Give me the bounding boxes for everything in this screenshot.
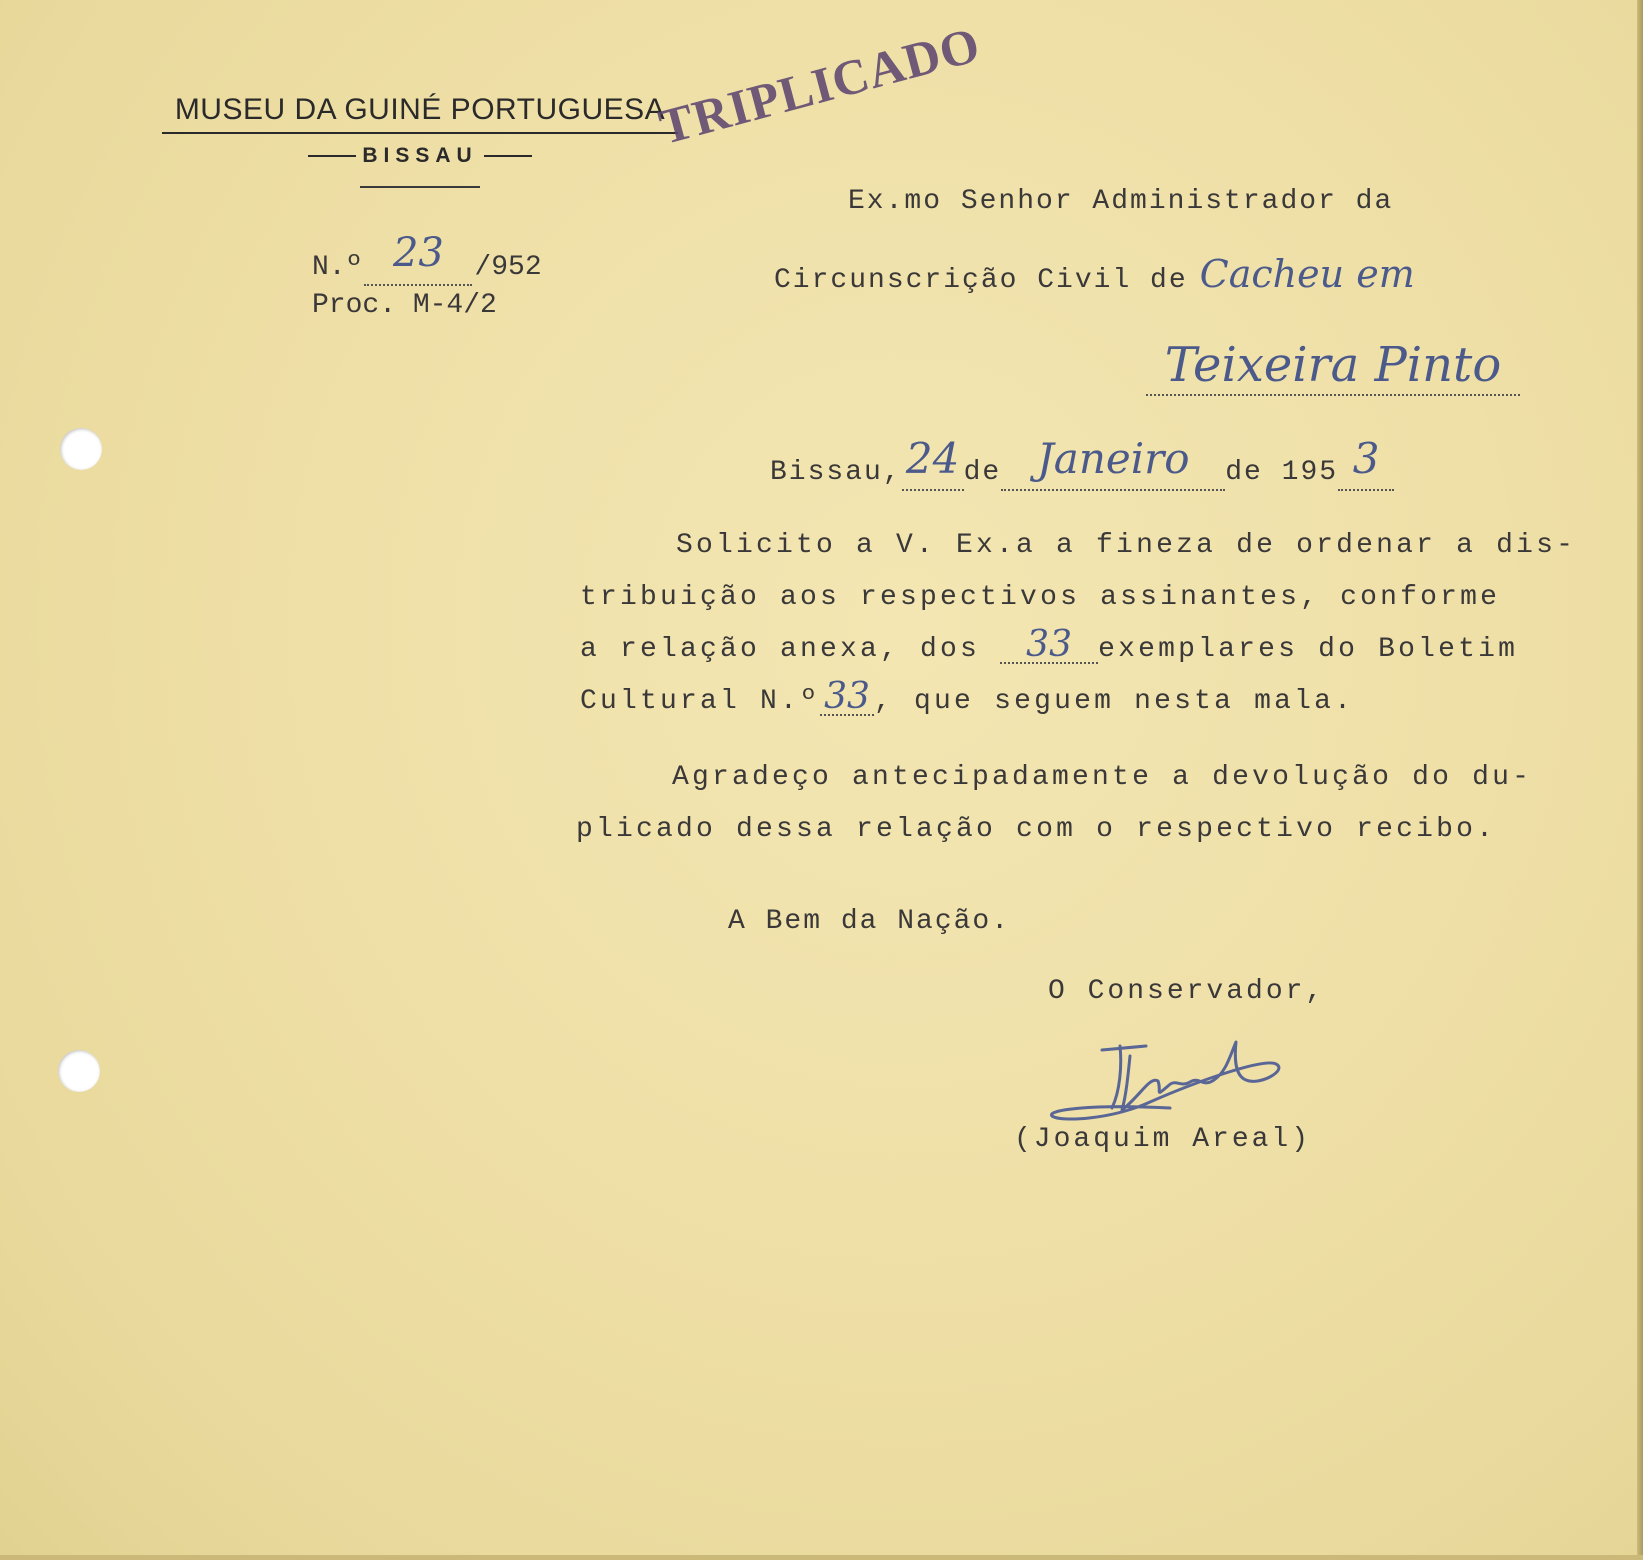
closing-salutation: A Bem da Nação. (728, 906, 1011, 937)
date-place: Bissau, (770, 457, 902, 488)
signature-stroke (1051, 1042, 1278, 1119)
date-year-handwritten: 3 (1352, 434, 1380, 483)
punch-hole-top (60, 428, 102, 470)
addressee-line-2 (774, 252, 1415, 296)
copies-handwritten: 33 (1000, 628, 1098, 664)
date-line (770, 434, 1394, 491)
body-line-2: tribuição aos respectivos assinantes, conforme (580, 582, 1501, 613)
addressee-line-1: Ex.mo Senhor Administrador da (848, 186, 1394, 217)
process-reference: Proc. M-4/2 (312, 290, 497, 321)
letterhead-institution: MUSEU DA GUINÉ PORTUGUESA (162, 90, 678, 134)
addressee-line-2-handwritten: Cacheu em (1199, 252, 1415, 296)
addressee-line-3-handwritten: Teixeira Pinto (1146, 336, 1520, 396)
bulletin-number-handwritten: 33 (820, 680, 874, 716)
addressee-line-2-typed: Circunscrição Civil de (774, 265, 1188, 296)
paragraph-2-line-1: Agradeço antecipadamente a devolução do du- (672, 762, 1533, 793)
body-line-4-end: , que seguem nesta mala. (874, 686, 1355, 717)
date-month-handwritten: Janeiro (1036, 434, 1190, 483)
reference-prefix: N.º (312, 252, 363, 283)
body-line-4-start: Cultural N.º (580, 686, 821, 717)
triplicado-stamp: TRIPLICADO (653, 15, 986, 156)
date-de-2: de 195 (1225, 457, 1339, 488)
body-line-3-end: exemplares do Boletim (1098, 634, 1519, 665)
date-day-handwritten: 24 (905, 434, 960, 483)
reference-number-handwritten: 23 (392, 230, 444, 276)
letterhead-rule (360, 186, 480, 188)
paper-edge-right (1637, 0, 1643, 1560)
letterhead (162, 90, 678, 168)
reference-number (312, 230, 542, 286)
letterhead-city-text: BISSAU (362, 144, 478, 167)
body-line-1: Solicito a V. Ex.a a fineza de ordenar a dis- (676, 530, 1577, 561)
reference-number-fill (364, 230, 472, 286)
letterhead-city (162, 144, 678, 168)
date-day-fill (902, 434, 964, 491)
paragraph-2-line-2: plicado dessa relação com o respectivo recibo. (576, 814, 1497, 845)
reference-year: /952 (474, 252, 542, 283)
city-dash-left (308, 155, 356, 157)
date-year-fill (1338, 434, 1394, 491)
date-de-1: de (963, 457, 1002, 488)
body-line-3 (580, 624, 1520, 676)
punch-hole-bottom (58, 1050, 100, 1092)
signatory-title: O Conservador, (1048, 976, 1326, 1007)
city-dash-right (484, 155, 532, 157)
body-line-3-start: a relação anexa, dos (580, 634, 981, 665)
body-paragraph-2 (576, 752, 1532, 856)
body-paragraph-1 (580, 520, 1577, 728)
paper-edge-bottom (0, 1555, 1643, 1560)
signatory-name: (Joaquim Areal) (1014, 1124, 1312, 1155)
handwritten-signature (1050, 1036, 1350, 1126)
date-month-fill (1001, 434, 1225, 491)
body-line-4 (580, 676, 1520, 728)
